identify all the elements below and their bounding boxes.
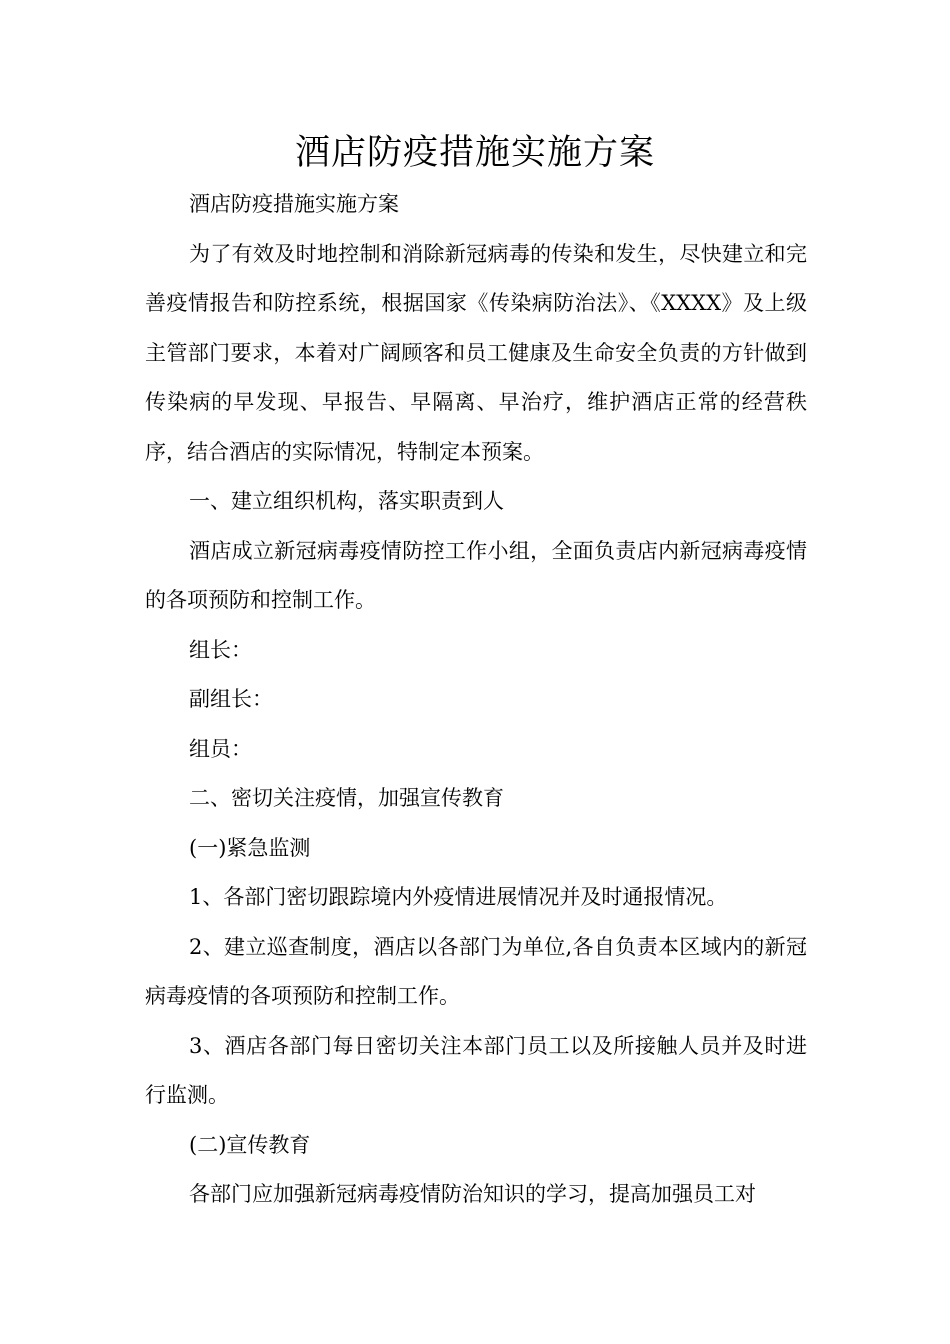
team-members-line: 组员： xyxy=(189,736,252,761)
deputy-leader-line: 副组长： xyxy=(189,687,273,711)
intro-paragraph: 为了有效及时地控制和消除新冠病毒的传染和发生，尽快建立和完善疫情报告和防控系统，根据国家《传染病防治法》、《XXXX》及上级主管部门要求，本着对广阔顾客和员工健康及生命安全负责的方针做到传染病的早发现、早报告、早隔离、早治疗，维护酒店正常的经营秩序，结合酒店的实际情况，特制定本预案。 xyxy=(145,241,807,464)
document-body xyxy=(145,180,807,1220)
team-leader-line: 组长： xyxy=(189,637,252,662)
subsection-heading-publicity-education: (二)宣传教育 xyxy=(189,1132,311,1157)
education-paragraph: 各部门应加强新冠病毒疫情防治知识的学习，提高加强员工对 xyxy=(189,1182,756,1206)
document-title: 酒店防疫措施实施方案 xyxy=(294,133,655,173)
subsection-heading-emergency-monitoring: (一)紧急监测 xyxy=(189,835,311,860)
list-item-1: 1、各部门密切跟踪境内外疫情进展情况并及时通报情况。 xyxy=(189,885,728,909)
list-item-3: 3、酒店各部门每日密切关注本部门员工以及所接触人员并及时进行监测。 xyxy=(145,1033,807,1107)
section-heading-organization: 一、建立组织机构，落实职责到人 xyxy=(189,489,504,513)
list-item-2: 2、建立巡查制度，酒店以各部门为单位,各自负责本区域内的新冠病毒疫情的各项预防和控制工作。 xyxy=(145,934,807,1008)
section-heading-monitoring: 二、密切关注疫情，加强宣传教育 xyxy=(189,786,504,810)
organization-paragraph: 酒店成立新冠病毒疫情防控工作小组，全面负责店内新冠病毒疫情的各项预防和控制工作。 xyxy=(145,538,807,612)
subtitle-paragraph: 酒店防疫措施实施方案 xyxy=(189,192,399,216)
